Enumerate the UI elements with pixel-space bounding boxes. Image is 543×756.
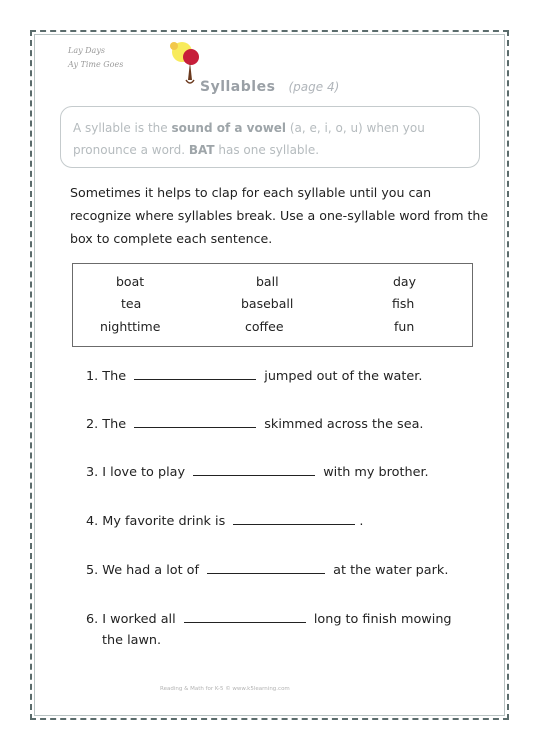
question-text-before: I love to play	[102, 465, 186, 480]
footer-credit: Reading & Math for K-5 © www.k5learning.com	[160, 686, 290, 692]
question-number: 6.	[86, 612, 99, 627]
callout-text-3: has one syllable.	[214, 143, 320, 157]
question-text-after: skimmed across the sea.	[264, 417, 424, 432]
callout-text-2: (a, e, i, o, u) when you pronounce a word.	[73, 121, 425, 157]
question-text-before: I worked all	[102, 612, 176, 627]
word-fish: fish	[392, 296, 415, 311]
callout-bold-2: BAT	[188, 143, 215, 157]
question-text-after: long to finish mowing	[313, 612, 452, 627]
question-3	[86, 463, 429, 480]
question-text-after: .	[359, 514, 364, 529]
question-text-before: We had a lot of	[102, 563, 199, 578]
word-box	[72, 263, 473, 347]
question-text-before: The	[102, 417, 127, 432]
question-number: 2.	[86, 417, 99, 432]
question-6	[86, 610, 452, 627]
word-boat: boat	[116, 274, 145, 289]
question-text-after: jumped out of the water.	[264, 369, 423, 384]
word-fun: fun	[394, 319, 415, 334]
answer-blank[interactable]	[134, 367, 256, 380]
question-6-continued: the lawn.	[102, 633, 162, 648]
word-baseball: baseball	[241, 296, 294, 311]
question-text-after: with my brother.	[323, 465, 429, 480]
logo-text	[68, 44, 168, 72]
logo-text-line-1: Lay Days	[68, 46, 105, 55]
answer-blank[interactable]	[207, 561, 325, 574]
question-1	[86, 367, 422, 384]
answer-blank[interactable]	[193, 463, 315, 476]
question-text-before: My favorite drink is	[102, 514, 226, 529]
question-text-after: at the water park.	[333, 563, 449, 578]
logo-text-line-2: Ay Time Goes	[68, 60, 124, 69]
definition-callout	[60, 106, 480, 168]
page-title: Syllables	[200, 79, 276, 95]
question-number: 1.	[86, 369, 99, 384]
word-ball: ball	[256, 274, 279, 289]
answer-blank[interactable]	[134, 415, 256, 428]
question-number: 4.	[86, 514, 99, 529]
word-tea: tea	[121, 296, 142, 311]
question-2	[86, 415, 424, 432]
question-number: 5.	[86, 563, 99, 578]
word-coffee: coffee	[245, 319, 284, 334]
question-text-before: The	[102, 369, 127, 384]
answer-blank[interactable]	[184, 610, 306, 623]
page-subtitle: (page 4)	[288, 80, 340, 94]
question-number: 3.	[86, 465, 99, 480]
instructions: Sometimes it helps to clap for each syllable until you can recognize where syllables break. Use a one-syllable word from the box to complete each sentence.	[70, 185, 489, 246]
callout-text-1: A syllable is the	[73, 121, 172, 135]
worksheet-title	[200, 76, 339, 95]
callout-bold-1: sound of a vowel	[171, 121, 287, 135]
word-day: day	[393, 274, 416, 289]
question-4	[86, 512, 363, 529]
word-nighttime: nighttime	[100, 319, 161, 334]
question-5	[86, 561, 448, 578]
answer-blank[interactable]	[233, 512, 355, 525]
